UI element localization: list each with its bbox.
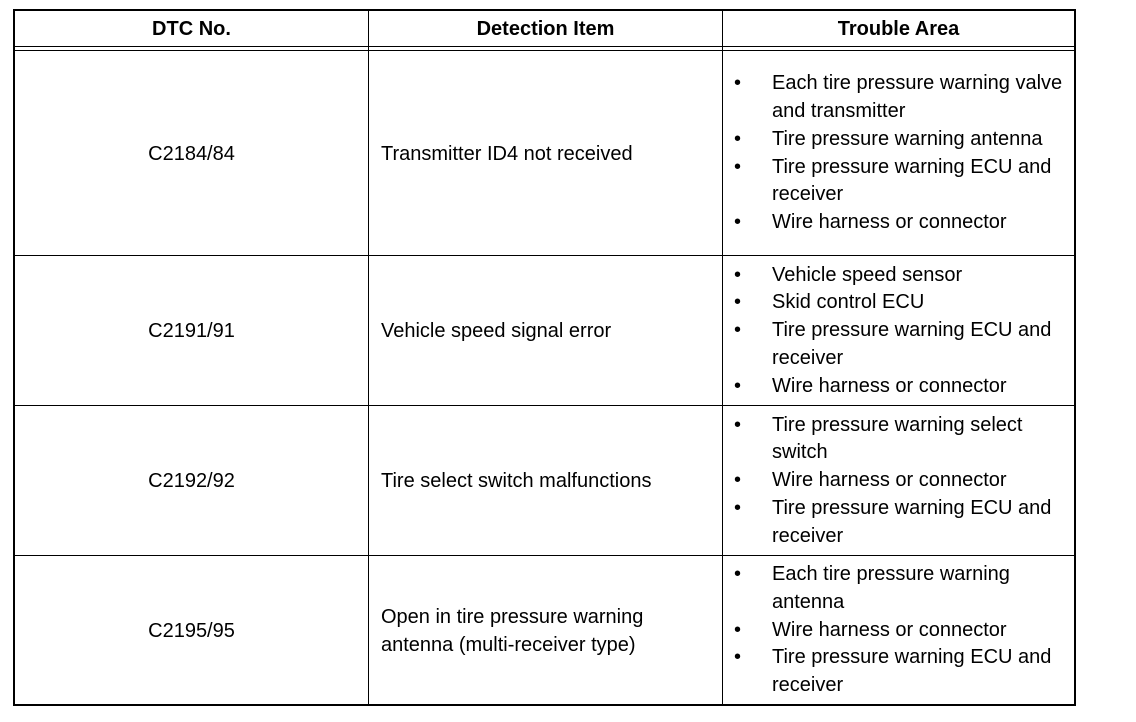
list-item: • Wire harness or connector [723, 617, 1074, 645]
table-row-detection [369, 257, 722, 405]
bullet-icon: • [734, 263, 742, 286]
bullet-icon: • [734, 496, 742, 519]
list-item: • Tire pressure warning ECU and receiver [734, 496, 1052, 547]
header-divider [15, 46, 1074, 51]
row-divider [15, 405, 1074, 406]
list-item: • Tire pressure warning select switch [734, 413, 1023, 464]
bullet-icon: • [734, 563, 742, 586]
bullet-icon: • [734, 291, 742, 314]
detection-item: Tire select switch malfunctions [381, 470, 652, 492]
list-item: • Wire harness or connector [723, 373, 1074, 401]
row-divider [15, 255, 1074, 256]
list-item: • Tire pressure warning ECU and receiver [734, 646, 1052, 697]
dtc-code: C2184/84 [148, 142, 235, 165]
table-row-dtc [15, 52, 368, 255]
bullet-icon: • [734, 210, 742, 233]
header-trouble-area: Trouble Area [837, 18, 960, 40]
bullet-icon: • [734, 155, 742, 178]
table-row-dtc [15, 557, 368, 704]
list-item: • Skid control ECU [723, 289, 1074, 317]
table-row-detection [369, 52, 722, 255]
table-row-dtc [15, 407, 368, 555]
bullet-icon: • [734, 618, 742, 641]
list-item: • Each tire pressure warning valve and transmitter [734, 72, 1063, 123]
trouble-area-list [723, 557, 1074, 704]
list-item: • Each tire pressure warning antenna [734, 563, 1010, 613]
dtc-code: C2192/92 [148, 470, 235, 492]
header-detection-item: Detection Item [476, 18, 615, 40]
detection-item: Open in tire pressure warning antenna (multi-receiver type) [381, 605, 644, 656]
table-row-detection [369, 557, 722, 704]
trouble-area-list [723, 52, 1074, 255]
header-dtc-no: DTC No. [152, 18, 231, 40]
bullet-icon: • [734, 413, 742, 436]
list-item: • Wire harness or connector [723, 209, 1074, 237]
dtc-code: C2195/95 [148, 619, 235, 642]
bullet-icon: • [734, 72, 742, 95]
list-item: • Tire pressure warning ECU and receiver [734, 319, 1052, 369]
table-row-detection [369, 407, 722, 555]
list-item: • Tire pressure warning ECU and receiver [734, 155, 1052, 206]
trouble-area-list [723, 257, 1074, 405]
bullet-icon: • [734, 469, 742, 492]
list-item: • Vehicle speed sensor [723, 262, 1074, 290]
bullet-icon: • [734, 374, 742, 397]
detection-item: Vehicle speed signal error [381, 320, 612, 342]
dtc-code: C2191/91 [148, 320, 235, 342]
list-item: • Wire harness or connector [723, 467, 1074, 495]
table-row-dtc [15, 257, 368, 405]
list-item: • Tire pressure warning antenna [723, 126, 1074, 154]
dtc-table [13, 9, 1076, 706]
bullet-icon: • [734, 319, 742, 342]
trouble-area-list [723, 407, 1074, 555]
row-divider [15, 555, 1074, 556]
bullet-icon: • [734, 127, 742, 150]
bullet-icon: • [734, 646, 742, 669]
detection-item: Transmitter ID4 not received [381, 142, 633, 165]
